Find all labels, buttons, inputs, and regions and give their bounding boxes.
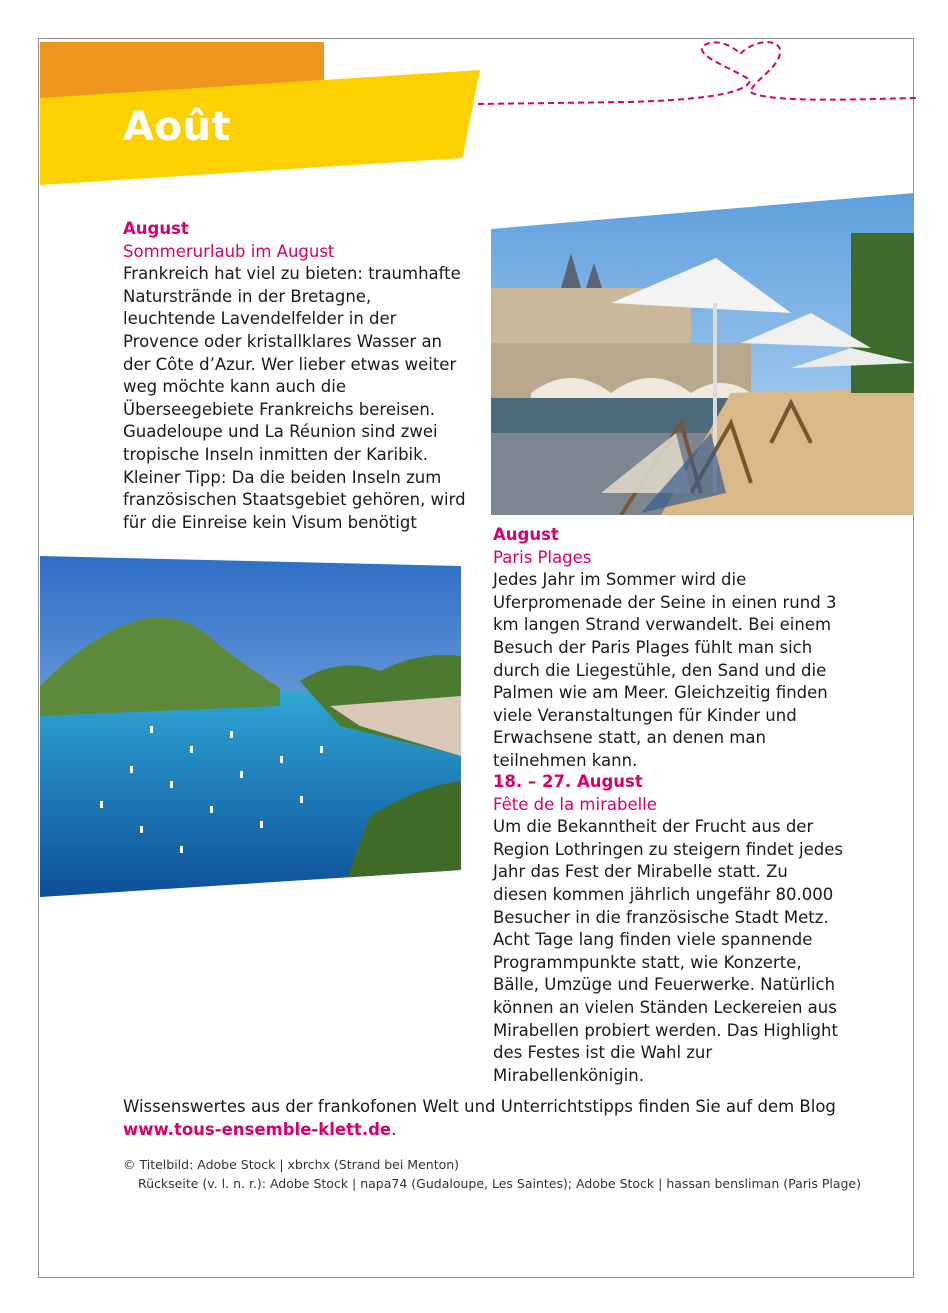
blog-link[interactable]: www.tous-ensemble-klett.de <box>123 1120 392 1139</box>
section-date: 18. – 27. August <box>493 772 643 791</box>
credits-line-1: © Titelbild: Adobe Stock | xbrchx (Strand bei Menton) <box>123 1157 460 1172</box>
paris-plages-photo <box>491 193 914 515</box>
guadeloupe-photo <box>40 556 461 897</box>
section-date: August <box>123 219 189 238</box>
section-subtitle: Paris Plages <box>493 547 592 567</box>
footer-period: . <box>391 1120 397 1139</box>
page-title: Août <box>123 104 232 150</box>
section-subtitle: Sommerurlaub im August <box>123 241 335 261</box>
section-date: August <box>493 525 559 544</box>
section-body: Jedes Jahr im Sommer wird die Uferpromenade der Seine in einen rund 3 km langen Strand verwandelt. Bei einem Besuch der Paris Plages fühlt man sich durch die Liegestühle, den Sand und die Palmen wie am Meer. Gleichzeitig finden viele Veranstaltungen für Kinder und Erwachsene statt, an denen man teilnehmen kann. <box>493 570 837 770</box>
section-body: Frankreich hat viel zu bieten: traumhafte Naturstrände in der Bretagne, leuchtende Lavendelfelder in der Provence oder kristallklares Wasser an der Côte d’Azur. Wer lieber etwas weiter weg möchte kann auch die Überseegebiete Frankreichs bereisen. Guadeloupe und La Réunion sind zwei tropische Inseln inmitten der Karibik. Kleiner Tipp: Da die beiden Inseln zum französischen Staatsgebiet gehören, wird für die Einreise kein Visum benötigt <box>123 264 466 532</box>
section-mirabelle <box>493 771 843 1087</box>
image-credits <box>123 1155 861 1193</box>
footer-text: Wissenswertes aus der frankofonen Welt und Unterrichtstipps finden Sie auf dem Blog <box>123 1097 836 1116</box>
section-paris-plages <box>493 524 843 773</box>
section-body: Um die Bekanntheit der Frucht aus der Region Lothringen zu steigern findet jedes Jahr das Fest der Mirabelle statt. Zu diesen kommen jährlich ungefähr 80.000 Besucher in die französische Stadt Metz. Acht Tage lang finden viele spannende Programmpunkte statt, wie Konzerte, Bälle, Umzüge und Feuerwerke. Natürlich können an vielen Ständen Leckereien aus Mirabellen probiert werden. Das Highlight des Festes ist die Wahl zur Mirabellenkönigin. <box>493 817 843 1085</box>
footer <box>123 1095 883 1141</box>
section-subtitle: Fête de la mirabelle <box>493 794 657 814</box>
credits-line-2: Rückseite (v. l. n. r.): Adobe Stock | napa74 (Gudaloupe, Les Saintes); Adobe Stock | hassan bensliman (Paris Plage) <box>138 1176 862 1191</box>
heart-dashed-icon <box>478 40 918 110</box>
section-summer <box>123 218 468 534</box>
